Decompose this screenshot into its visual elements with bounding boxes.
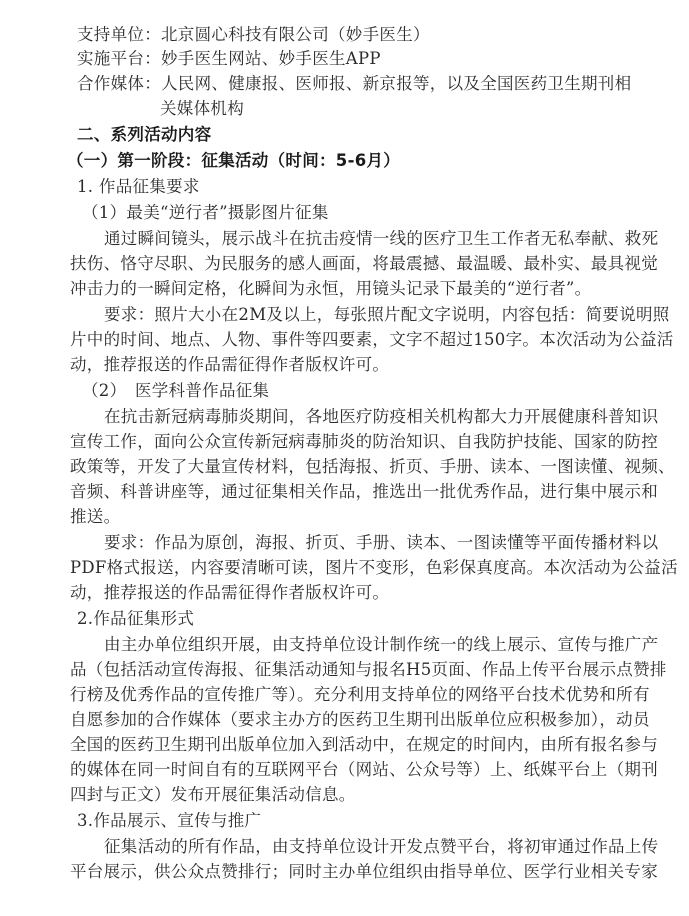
paragraph-line: 的媒体在同一时间自有的互联网平台（网站、公众号等）上、纸媒平台上（期刊 [70,760,658,779]
paragraph-line: 要求：作品为原创，海报、折页、手册、读本、一图读懂等平面传播材料以 [104,533,659,552]
item-heading-science: （2） 医学科普作品征集 [82,381,270,400]
paragraph-line: 冲击力的一瞬间定格，化瞬间为永恒，用镜头记录下最美的“逆行者”。 [70,279,592,298]
media-label: 合作媒体： [77,74,161,93]
paragraph-line: 平台展示，供公众点赞排行；同时主办单位组织由指导单位、医学行业相关专家 [70,862,658,881]
item-heading-photo: （1）最美“逆行者”摄影图片征集 [82,203,329,222]
paragraph-line: 行榜及优秀作品的宣传推广等）。充分利用支持单位的网络平台技术优势和所有 [70,685,650,704]
platform-value: 妙手医生网站、妙手医生APP [161,49,381,68]
paragraph-line: 四封与正文）发布开展征集活动信息。 [70,785,356,804]
paragraph-line: 品（包括活动宣传海报、征集活动通知与报名H5页面、作品上传平台展示点赞排 [70,660,667,679]
paragraph-line: 在抗击新冠病毒肺炎期间，各地医疗防疫相关机构都大力开展健康科普知识 [104,407,659,426]
paragraph-line: 全国的医药卫生期刊出版单位加入到活动中，在规定的时间内，由所有报名参与 [70,735,658,754]
media-value: 人民网、健康报、医师报、新京报等，以及全国医药卫生期刊相 [161,74,632,93]
paragraph-line: 宣传工作，面向公众宣传新冠病毒肺炎的防治知识、自我防护技能、国家的防控 [70,432,658,451]
paragraph-line: 扶伤、恪守尽职、为民服务的感人画面，将最震撼、最温暖、最朴实、最具视觉 [70,254,658,273]
paragraph-line: 政策等，开发了大量宣传材料，包括海报、折页、手册、读本、一图读懂、视频、 [70,457,675,476]
paragraph-line: 由主办单位组织开展，由支持单位设计制作统一的线上展示、宣传与推广产 [104,635,659,654]
paragraph-line: 通过瞬间镜头，展示战斗在抗击疫情一线的医疗卫生工作者无私奉献、救死 [104,229,659,248]
section-heading: 二、系列活动内容 [77,125,212,144]
subsection-heading-requirements: 1. 作品征集要求 [77,177,200,196]
media-line-cont: 关媒体机构 [160,99,244,118]
subsection-heading-form: 2.作品征集形式 [77,609,195,628]
paragraph-line: 要求：照片大小在2M及以上，每张照片配文字说明，内容包括：简要说明照 [104,305,670,324]
paragraph-line: 音频、科普讲座等，通过征集相关作品，推选出一批优秀作品，进行集中展示和 [70,482,658,501]
paragraph-line: 自愿参加的合作媒体（要求主办方的医药卫生期刊出版单位应积极参加），动员 [70,710,650,729]
phase-heading: （一）第一阶段：征集活动（时间：5-6月） [67,151,401,170]
subsection-heading-display: 3.作品展示、宣传与推广 [77,811,262,830]
paragraph-line: 推送。 [70,507,121,526]
support-unit-line [77,24,430,46]
paragraph-line: 动，推荐报送的作品需征得作者版权许可。 [70,583,390,602]
paragraph-line: 片中的时间、地点、人物、事件等四要素，文字不超过150字。本次活动为公益活 [70,330,674,349]
support-unit-label: 支持单位： [77,25,161,44]
media-line [77,73,631,95]
support-unit-value: 北京圆心科技有限公司（妙手医生） [161,25,430,44]
paragraph-line: PDF格式报送，内容要清晰可读，图片不变形，色彩保真度高。本次活动为公益活 [70,558,678,577]
platform-line [77,48,381,70]
paragraph-line: 动，推荐报送的作品需征得作者版权许可。 [70,355,390,374]
paragraph-line: 征集活动的所有作品，由支持单位设计开发点赞平台，将初审通过作品上传 [104,837,659,856]
platform-label: 实施平台： [77,49,161,68]
